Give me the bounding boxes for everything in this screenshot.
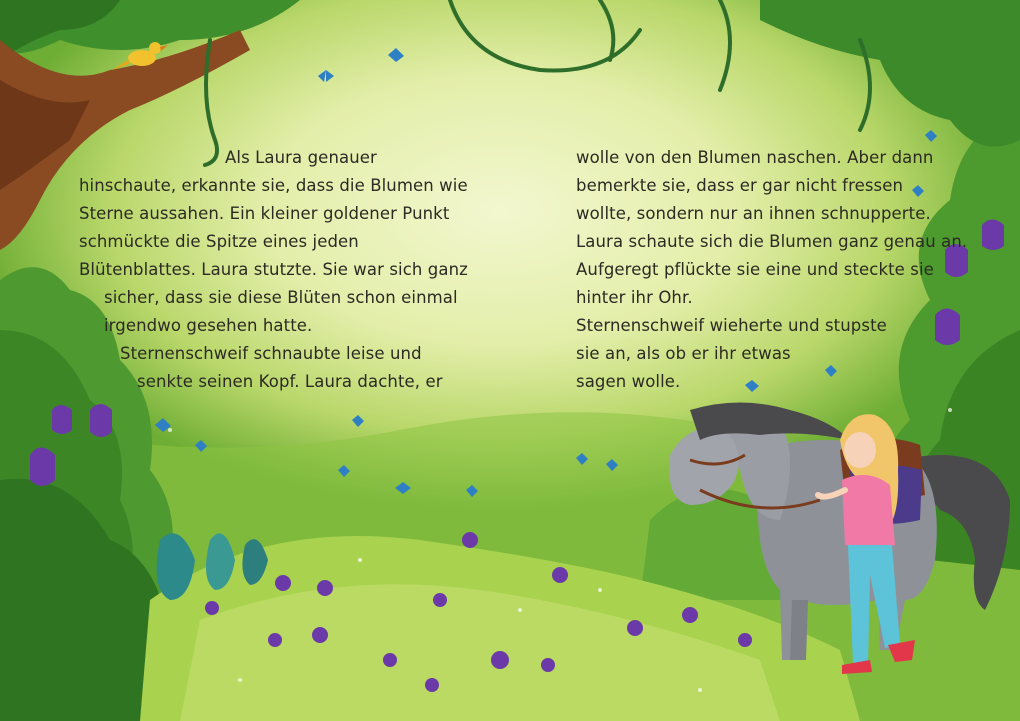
right-page-line-2: bemerkte sie, dass er gar nicht fressen [576, 176, 904, 195]
right-page-line-7: Sternenschweif wieherte und stupste [576, 316, 887, 335]
left-page-line-9: senkte seinen Kopf. Laura dachte, er [137, 372, 443, 391]
right-page-line-6: hinter ihr Ohr. [576, 288, 693, 307]
left-page-line-5: Blütenblattes. Laura stutzte. Sie war sich ganz [79, 260, 468, 279]
left-page-line-4: schmückte die Spitze eines jeden [79, 232, 359, 251]
girl-shirt [842, 475, 895, 548]
left-page-line-6: sicher, dass sie diese Blüten schon einmal [104, 288, 458, 307]
right-page-line-8: sie an, als ob er ihr etwas [576, 344, 791, 363]
right-page-line-4: Laura schaute sich die Blumen ganz genau an. [576, 232, 968, 251]
left-page-line-8: Sternenschweif schnaubte leise und [120, 344, 422, 363]
right-page-line-5: Aufgeregt pflückte sie eine und steckte sie [576, 260, 934, 279]
right-page-line-3: wollte, sondern nur an ihnen schnupperte. [576, 204, 931, 223]
right-page-line-1: wolle von den Blumen naschen. Aber dann [576, 148, 934, 167]
left-page-line-2: hinschaute, erkannte sie, dass die Blumen wie [79, 176, 468, 195]
girl-face [844, 432, 876, 468]
left-page-line-3: Sterne aussahen. Ein kleiner goldener Punkt [79, 204, 450, 223]
left-page-line-1: Als Laura genauer [225, 148, 377, 167]
right-page-line-9: sagen wolle. [576, 372, 681, 391]
left-page-line-7: irgendwo gesehen hatte. [104, 316, 313, 335]
